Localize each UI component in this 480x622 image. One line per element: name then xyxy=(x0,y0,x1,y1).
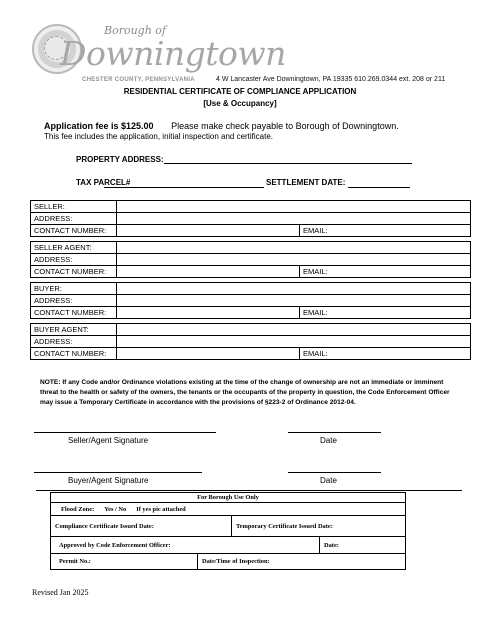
seller-agent-row xyxy=(31,242,471,254)
buyer-agent-label: BUYER AGENT: xyxy=(31,324,117,336)
approval-row xyxy=(51,536,405,553)
seller-contact-field[interactable] xyxy=(117,225,300,237)
parties-table xyxy=(30,200,471,360)
approved-by-officer[interactable]: Approved by Code Enforcement Officer: xyxy=(59,541,171,549)
seller-contact-label: CONTACT NUMBER: xyxy=(31,225,117,237)
permit-row xyxy=(51,553,405,569)
property-address-field[interactable] xyxy=(164,163,412,164)
seller-agent-contact-label: CONTACT NUMBER: xyxy=(31,266,117,278)
certificate-dates-row xyxy=(51,515,405,536)
seller-agent-email-label: EMAIL: xyxy=(303,267,328,276)
buyer-agent-address-label: ADDRESS: xyxy=(31,336,117,348)
logo-borough-of: Borough of xyxy=(104,24,166,37)
buyer-signature-line[interactable] xyxy=(34,472,202,473)
settlement-date-field[interactable] xyxy=(348,187,410,188)
compliance-certificate-date[interactable]: Compliance Certificate Issued Date: xyxy=(55,522,154,530)
buyer-agent-email-field[interactable] xyxy=(300,348,471,360)
section-divider xyxy=(36,490,462,491)
buyer-agent-contact-field[interactable] xyxy=(117,348,300,360)
buyer-agent-email-label: EMAIL: xyxy=(303,349,328,358)
seller-agent-label: SELLER AGENT: xyxy=(31,242,117,254)
fee-payable: Please make check payable to Borough of Downingtown. xyxy=(171,121,399,131)
seller-agent-address-label: ADDRESS: xyxy=(31,254,117,266)
tax-parcel-field[interactable] xyxy=(104,187,264,188)
buyer-agent-row xyxy=(31,324,471,336)
seller-date-label: Date xyxy=(320,436,337,445)
flood-zone-label: Flood Zone: xyxy=(61,505,95,513)
tax-parcel-label: TAX PARCEL# xyxy=(76,178,131,187)
buyer-date-label: Date xyxy=(320,476,337,485)
logo-downingtown: Downingtown xyxy=(60,34,286,73)
seller-date-line[interactable] xyxy=(288,432,381,433)
flood-zone-pic-note: If yes pic attached xyxy=(136,505,186,513)
seller-agent-contact-field[interactable] xyxy=(117,266,300,278)
buyer-contact-row xyxy=(31,307,471,319)
buyer-email-field[interactable] xyxy=(300,307,471,319)
buyer-address-label: ADDRESS: xyxy=(31,295,117,307)
buyer-agent-field[interactable] xyxy=(117,324,471,336)
borough-title-row xyxy=(51,493,405,502)
temporary-certificate-date[interactable]: Temporary Certificate Issued Date: xyxy=(231,516,405,536)
settlement-date-label: SETTLEMENT DATE: xyxy=(266,178,346,187)
inspection-datetime[interactable]: Date/Time of Inspection: xyxy=(197,554,405,569)
seller-agent-address-row xyxy=(31,254,471,266)
fee-amount: Application fee is $125.00 xyxy=(44,121,154,131)
fee-includes: This fee includes the application, initial inspection and certificate. xyxy=(44,132,274,141)
property-address-label: PROPERTY ADDRESS: xyxy=(76,155,164,164)
flood-zone-row xyxy=(51,502,405,515)
form-title: RESIDENTIAL CERTIFICATE OF COMPLIANCE APPLICATION xyxy=(123,87,357,96)
seller-agent-field[interactable] xyxy=(117,242,471,254)
seller-field[interactable] xyxy=(117,201,471,213)
borough-address: 4 W Lancaster Ave Downingtown, PA 19335 610.269.0344 ext. 208 or 211 xyxy=(216,76,446,83)
buyer-agent-address-row xyxy=(31,336,471,348)
seller-agent-email-field[interactable] xyxy=(300,266,471,278)
flood-zone-yes-no[interactable]: Yes / No xyxy=(104,505,127,513)
approval-date[interactable]: Date: xyxy=(319,537,405,553)
seller-agent-address-field[interactable] xyxy=(117,254,471,266)
buyer-signature-label: Buyer/Agent Signature xyxy=(68,476,149,485)
fee-line xyxy=(44,121,399,131)
ordinance-note: NOTE: If any Code and/or Ordinance violations existing at the time of the change of ownership are not an immediate or imminent threat to the health or safety of the owners, the tenants or the occupants of the property in question, the Code Enforcement Officer may issue a Temporary Certificate in accordance with the provisions of §223-2 of Ordinance 2012-04. xyxy=(40,379,450,406)
seller-email-label: EMAIL: xyxy=(303,226,328,235)
seller-label: SELLER: xyxy=(31,201,117,213)
buyer-contact-field[interactable] xyxy=(117,307,300,319)
permit-number[interactable]: Permit No.: xyxy=(59,558,91,565)
seller-address-field[interactable] xyxy=(117,213,471,225)
seller-row xyxy=(31,201,471,213)
seller-signature-line[interactable] xyxy=(34,432,216,433)
buyer-agent-contact-row xyxy=(31,348,471,360)
buyer-contact-label: CONTACT NUMBER: xyxy=(31,307,117,319)
buyer-agent-contact-label: CONTACT NUMBER: xyxy=(31,348,117,360)
seller-contact-row xyxy=(31,225,471,237)
seller-email-field[interactable] xyxy=(300,225,471,237)
seller-agent-contact-row xyxy=(31,266,471,278)
buyer-email-label: EMAIL: xyxy=(303,308,328,317)
revised-date: Revised Jan 2025 xyxy=(32,588,89,597)
seller-signature-label: Seller/Agent Signature xyxy=(68,436,149,445)
buyer-address-row xyxy=(31,295,471,307)
buyer-date-line[interactable] xyxy=(288,472,381,473)
buyer-agent-address-field[interactable] xyxy=(117,336,471,348)
buyer-address-field[interactable] xyxy=(117,295,471,307)
seller-address-label: ADDRESS: xyxy=(31,213,117,225)
borough-use-title: For Borough Use Only xyxy=(197,494,259,501)
form-subtitle: [Use & Occupancy] xyxy=(203,99,277,108)
borough-use-box xyxy=(50,492,406,570)
buyer-field[interactable] xyxy=(117,283,471,295)
seller-address-row xyxy=(31,213,471,225)
logo-county: CHESTER COUNTY, PENNSYLVANIA xyxy=(82,77,195,83)
buyer-row xyxy=(31,283,471,295)
buyer-label: BUYER: xyxy=(31,283,117,295)
